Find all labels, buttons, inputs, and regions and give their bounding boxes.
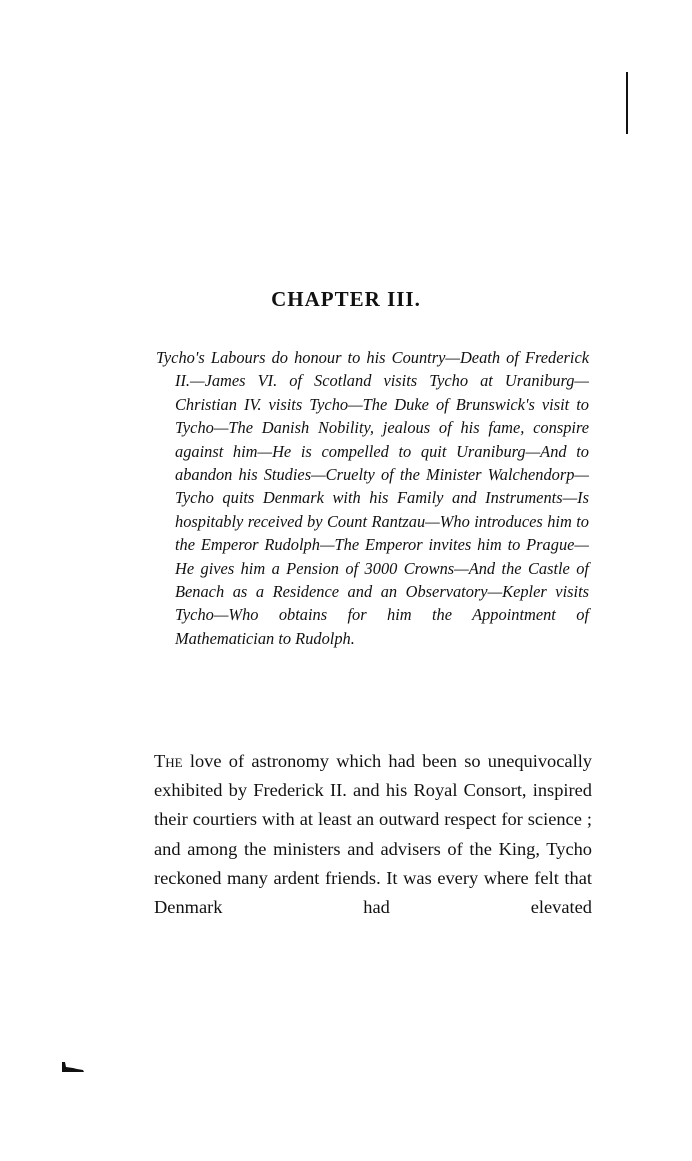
paragraph-text: love of astronomy which had been so unequivocally exhibited by Frederick II. and his Royal Consort, inspired their courtiers with at least an outward respect for science ; and among the ministers and advisers of the King, Tycho reckoned many ardent friends. It was every where felt that Denmark had elevated — [154, 751, 592, 918]
page-edge-mark — [626, 72, 628, 134]
body-paragraph — [154, 747, 592, 922]
corner-mark-icon — [61, 1061, 85, 1073]
chapter-heading: CHAPTER III. — [271, 287, 421, 311]
chapter-summary: Tycho's Labours do honour to his Country—Death of Frederick II.—James VI. of Scotland visits Tycho at Uraniburg—Christian IV. visits Tycho—The Duke of Brunswick's visit to Tycho—The Danish Nobility, jealous of his fame, conspire against him—He is compelled to quit Uraniburg—And to abandon his Studies—Cruelty of the Minister Walchendorp—Tycho quits Denmark with his Family and Instruments—Is hospitably received by Count Rantzau—Who introduces him to the Emperor Rudolph—The Emperor invites him to Prague—He gives him a Pension of 3000 Crowns—And the Castle of Benach as a Residence and an Observatory—Kepler visits Tycho—Who obtains for him the Appointment of Mathematician to Rudolph. — [156, 348, 589, 648]
lead-word: The — [154, 751, 183, 771]
